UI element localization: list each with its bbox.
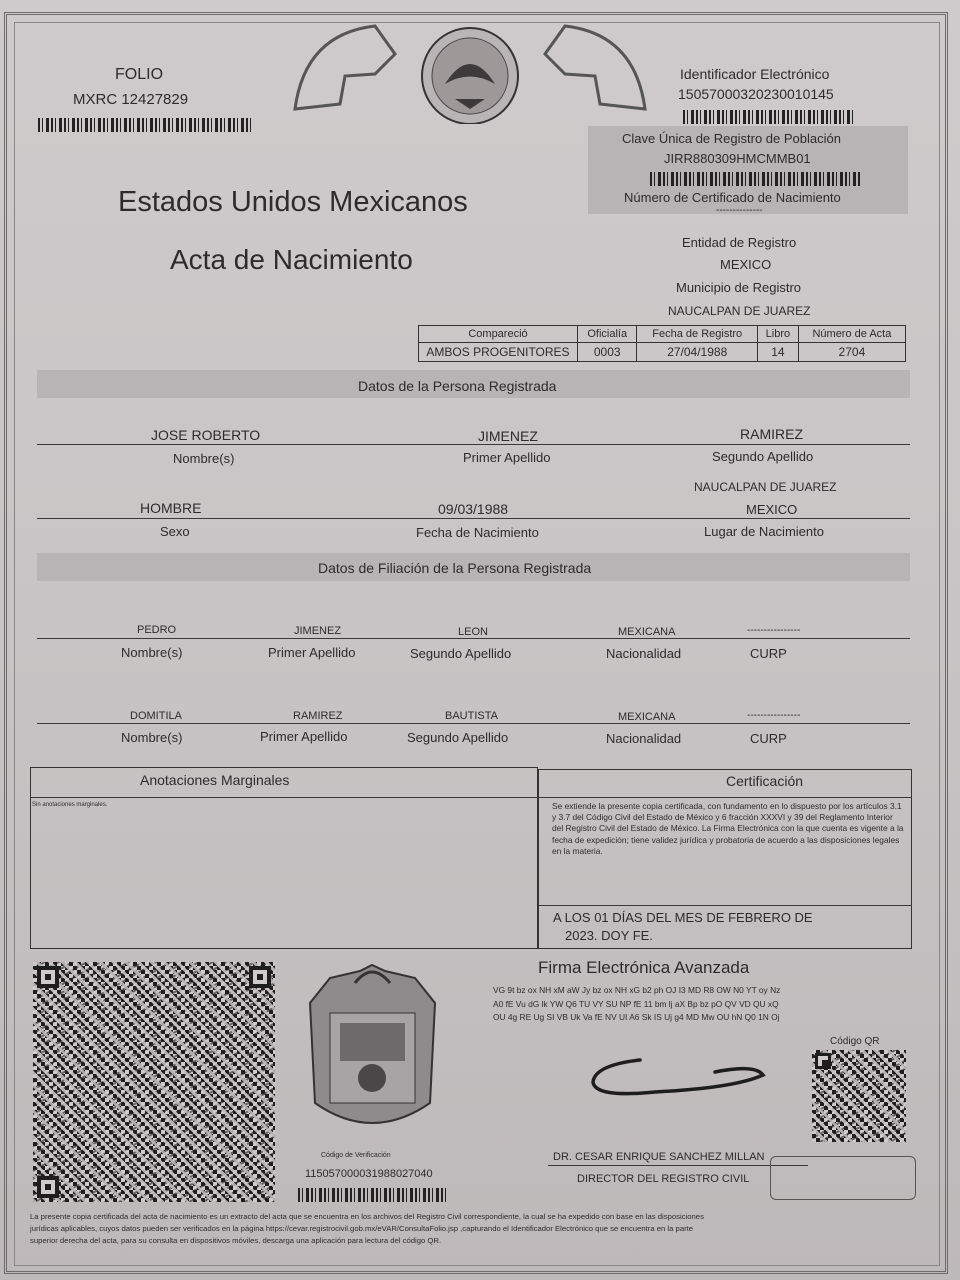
footer-line1: La presente copia certificada del acta de nacimiento es un extracto del acta que se encuentra en los archivos del Registro Civil correspondiente, la cual se ha expedido con base en las disposiciones (30, 1212, 704, 1221)
num-cert-label: Número de Certificado de Nacimiento (624, 190, 841, 205)
madre-curp-label: CURP (750, 731, 787, 746)
small-qr-finder-tl (815, 1053, 831, 1069)
persona-nombre: JOSE ROBERTO (151, 427, 261, 443)
padre-nacionalidad: MEXICANA (618, 626, 676, 638)
curp-value: JIRR880309HMCMMB01 (664, 151, 811, 166)
anotaciones-box (30, 767, 538, 949)
stamp-box (770, 1156, 916, 1200)
firma-title: Firma Electrónica Avanzada (538, 958, 750, 977)
persona-lugar-line2: MEXICO (746, 502, 798, 517)
verificacion-label: Código de Verificación (321, 1152, 391, 1159)
madre-rule (37, 723, 910, 724)
persona-rule-1 (37, 444, 910, 445)
firma-hash-line1: VG 9t bz ox NH xM aW Jy bz ox NH xG b2 ph OJ I3 MD R8 OW N0 YT oy Nz (493, 985, 781, 995)
folio-label: FOLIO (115, 66, 164, 83)
country-title: Estados Unidos Mexicanos (118, 186, 468, 218)
certificacion-fecha-line1: A LOS 01 DÍAS DEL MES DE FEBRERO DE (553, 910, 813, 925)
padre-nombre-label: Nombre(s) (121, 645, 183, 660)
footer-line3: superior derecha del acta, para su consulta en dispositivos móviles, descarga una aplicación para lectura del código QR. (30, 1236, 442, 1245)
persona-segundo-apellido-label: Segundo Apellido (712, 449, 814, 464)
firma-hash-line3: OU 4g RE Ug SI VB Uk Va fE NV UI A6 Sk IS Uj g4 MD Mw OU hN Q0 1N Oj (493, 1012, 780, 1022)
qr-noise (33, 962, 275, 1202)
anotaciones-title: Anotaciones Marginales (140, 772, 290, 788)
small-qr-code (812, 1050, 906, 1142)
registration-table (418, 325, 906, 362)
director-rule (548, 1165, 808, 1166)
persona-lugar-label: Lugar de Nacimiento (704, 524, 824, 539)
num-cert-value: -------------- (716, 205, 763, 216)
certificacion-text: Se extiende la presente copia certificada, con fundamento en lo dispuesto por los artículos 3.1 y 3.7 del Código Civil del Estado de México y 6 fracción XXXVI y 39 del Reglamento Interior del Registro Civil del Estado de México. La Firma Electrónica con la que cuenta es vigente a la fecha de expedición; tiene validez jurídica y probatoria de acuerdo a las disposiciones legales en la materia. (552, 801, 904, 856)
verificacion-value: 115057000031988027040 (305, 1168, 433, 1180)
codigo-qr-label: Código QR (830, 1036, 880, 1047)
padre-rule (37, 638, 910, 639)
persona-section-title: Datos de la Persona Registrada (358, 378, 557, 394)
qr-finder-bl (37, 1176, 59, 1198)
national-seal-emblem (285, 14, 655, 124)
persona-sexo: HOMBRE (140, 500, 202, 516)
state-coat-of-arms-icon (300, 963, 445, 1143)
municipio-value: NAUCALPAN DE JUAREZ (668, 304, 811, 318)
id-electronico-label: Identificador Electrónico (680, 66, 830, 82)
padre-nac-label: Nacionalidad (606, 646, 682, 661)
anotaciones-text: Sin anotaciones marginales. (32, 802, 108, 808)
municipio-label: Municipio de Registro (676, 280, 802, 295)
reg-value-fecha: 27/04/1988 (637, 343, 758, 362)
persona-primer-apellido: JIMENEZ (478, 428, 538, 444)
padre-primer-apellido: JIMENEZ (294, 625, 342, 637)
persona-nombre-label: Nombre(s) (173, 451, 235, 466)
persona-primer-apellido-label: Primer Apellido (463, 450, 551, 465)
persona-fecha-nac: 09/03/1988 (438, 501, 509, 517)
certificacion-rule (538, 905, 912, 906)
padre-curp: ---------------- (747, 625, 801, 636)
madre-segundo-label: Segundo Apellido (407, 730, 509, 745)
filiacion-section-title: Datos de Filiación de la Persona Registrada (318, 560, 592, 576)
persona-lugar-line1: NAUCALPAN DE JUAREZ (694, 480, 837, 494)
madre-segundo-apellido: BAUTISTA (445, 710, 498, 722)
madre-nombre-label: Nombre(s) (121, 730, 183, 745)
padre-segundo-label: Segundo Apellido (410, 646, 512, 661)
padre-primer-label: Primer Apellido (268, 645, 356, 660)
reg-header-num-acta: Número de Acta (798, 326, 905, 343)
id-barcode (683, 110, 853, 124)
reg-value-num-acta: 2704 (798, 343, 905, 362)
footer-line2: jurídicas aplicables, cuyos datos pueden ser verificados en la página https://cevar.registrocivil.gob.mx/eVAR/ConsultaFolio.jsp ,capturando el Identificador Electrónico que se encuentra en la parte (30, 1224, 694, 1233)
reg-value-libro: 14 (758, 343, 799, 362)
director-title: DIRECTOR DEL REGISTRO CIVIL (577, 1173, 750, 1185)
reg-header-comparecio: Compareció (419, 326, 578, 343)
folio-barcode (38, 118, 253, 132)
madre-primer-label: Primer Apellido (260, 729, 348, 744)
madre-curp: ---------------- (747, 710, 801, 721)
padre-nombre: PEDRO (137, 624, 177, 636)
reg-header-fecha: Fecha de Registro (637, 326, 758, 343)
padre-segundo-apellido: LEON (458, 626, 488, 638)
certificacion-title: Certificación (726, 773, 804, 789)
box-header-rule (30, 797, 912, 798)
reg-header-libro: Libro (758, 326, 799, 343)
persona-rule-2 (37, 518, 910, 519)
large-qr-code (33, 962, 275, 1202)
document-title: Acta de Nacimiento (170, 244, 413, 275)
qr-finder-tl (37, 966, 59, 988)
entidad-label: Entidad de Registro (682, 235, 797, 250)
reg-value-oficialia: 0003 (578, 343, 637, 362)
madre-nombre: DOMITILA (130, 710, 182, 722)
persona-sexo-label: Sexo (160, 524, 190, 539)
persona-segundo-apellido: RAMIREZ (740, 426, 803, 442)
director-name: DR. CESAR ENRIQUE SANCHEZ MILLAN (553, 1151, 765, 1163)
reg-value-comparecio: AMBOS PROGENITORES (419, 343, 578, 362)
reg-header-oficialia: Oficialía (578, 326, 637, 343)
id-electronico-value: 15057000320230010145 (678, 86, 834, 102)
handwritten-signature (585, 1050, 775, 1105)
firma-hash-line2: A0 fE Vu dG lk YW Q6 TU VY SU NP fE 11 bm lj aX Bp bz pO QV VD QU xQ (493, 999, 779, 1009)
curp-label: Clave Única de Registro de Población (622, 131, 841, 146)
padre-curp-label: CURP (750, 646, 787, 661)
qr-finder-tr (249, 966, 271, 988)
madre-nacionalidad: MEXICANA (618, 711, 676, 723)
persona-fecha-nac-label: Fecha de Nacimiento (416, 525, 539, 540)
curp-barcode (650, 172, 862, 186)
entidad-value: MEXICO (720, 257, 772, 272)
verificacion-barcode (298, 1188, 448, 1202)
madre-nac-label: Nacionalidad (606, 731, 682, 746)
madre-primer-apellido: RAMIREZ (293, 710, 343, 722)
certificacion-fecha-line2: 2023. DOY FE. (565, 928, 653, 943)
folio-value: MXRC 12427829 (73, 91, 189, 108)
